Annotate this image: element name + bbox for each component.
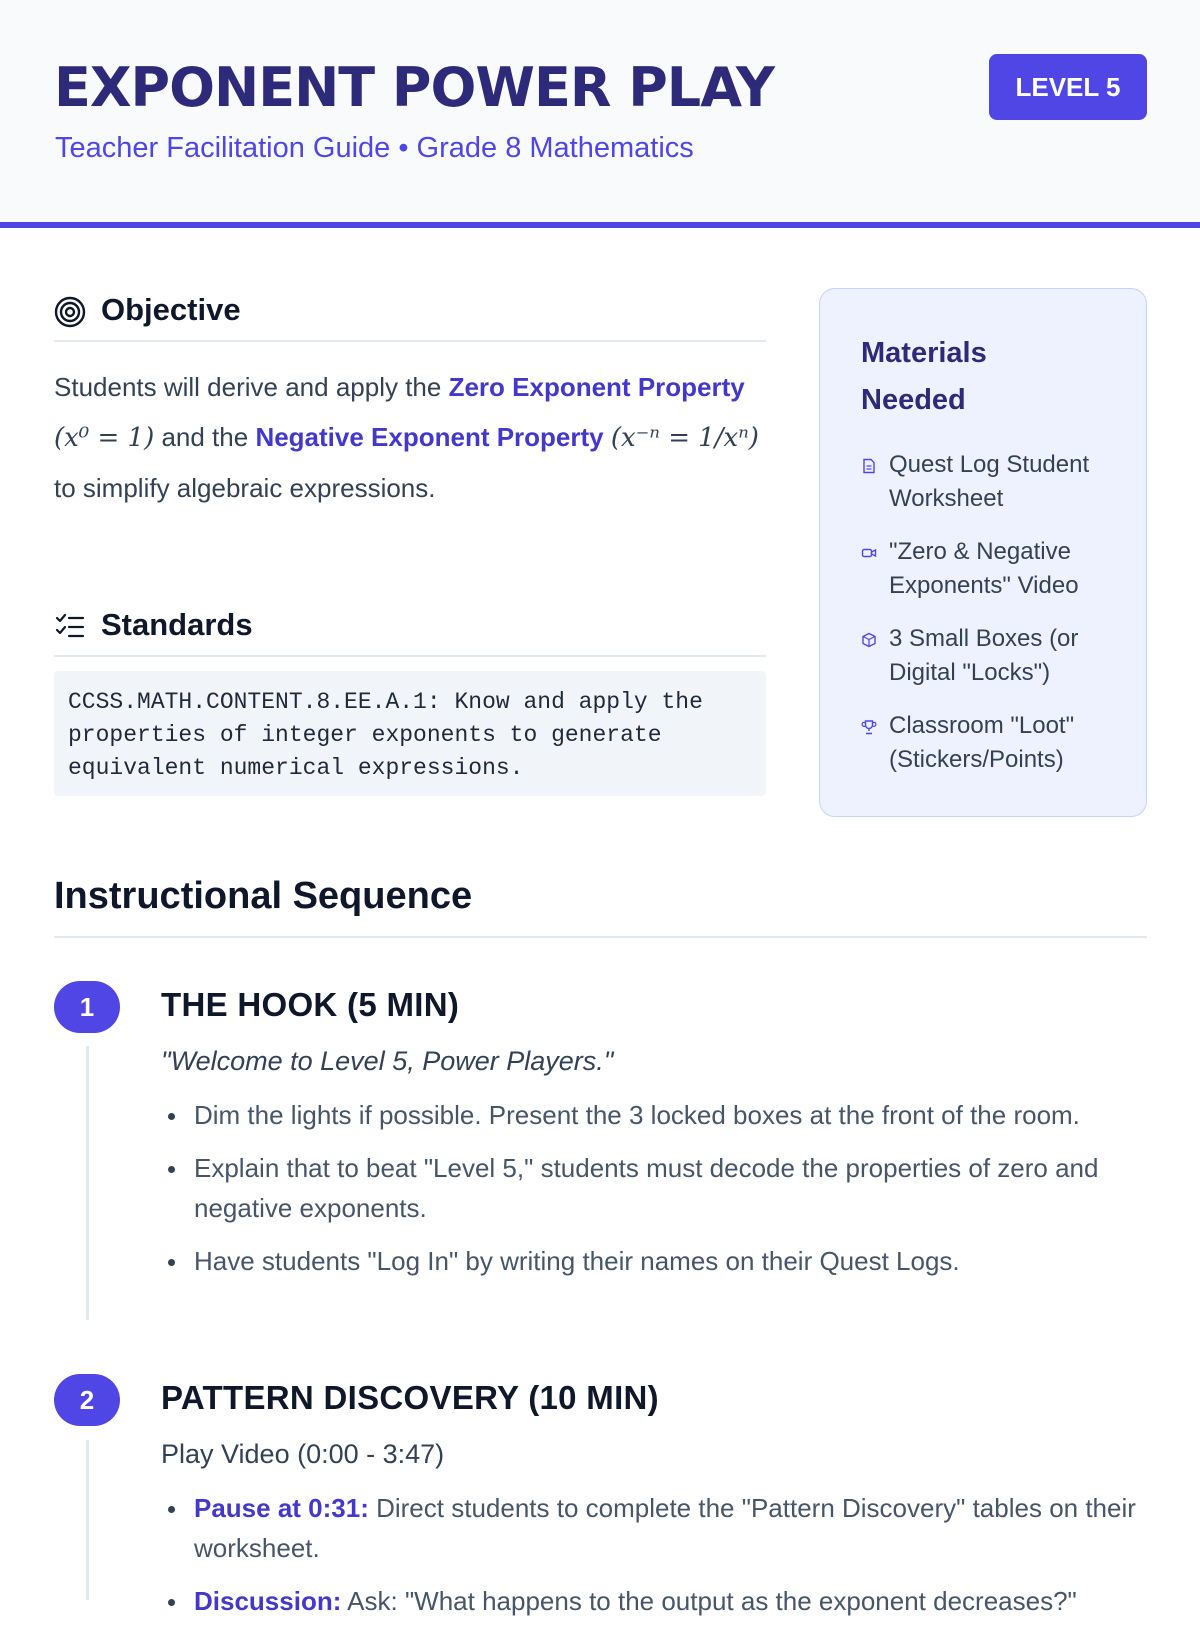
objective-text-part: to simplify algebraic expressions. [54,473,436,503]
standard-code-block: CCSS.MATH.CONTENT.8.EE.A.1: Know and apply the properties of integer exponents to generate equivalent numerical expressions. [54,671,766,796]
material-label: 3 Small Boxes (or Digital "Locks") [889,625,1079,686]
step-title: PATTERN DISCOVERY (10 MIN) [161,1379,659,1416]
page-header [0,0,1200,228]
material-label: Classroom "Loot" (Stickers/Points) [889,712,1075,773]
standards-heading [54,597,766,657]
level-badge: LEVEL 5 [989,54,1147,120]
objective-text-part: and the [154,422,256,452]
step-bullet: Explain that to beat "Level 5," students must decode the properties of zero and negative exponents. [161,1148,1151,1228]
trophy-icon [861,719,877,735]
step-bullet [161,1488,1151,1568]
material-label: "Zero & Negative Exponents" Video [889,538,1079,599]
step-bullet-text: Direct students to complete the "Pattern Discovery" tables on their worksheet. [194,1493,1136,1563]
checklist-icon [54,611,86,643]
video-icon [861,545,877,561]
step-title: THE HOOK (5 MIN) [161,986,460,1023]
objective-heading-label: Objective [101,292,241,327]
step-subtitle: Play Video (0:00 - 3:47) [161,1439,445,1469]
sequence-divider [54,936,1147,938]
box-icon [861,632,877,648]
zero-exponent-formula: (x⁰ = 1) [54,423,155,453]
page-title: EXPONENT POWER PLAY [54,56,774,119]
objective-heading [54,282,766,342]
materials-title: Materials Needed [861,337,987,416]
step-number-badge: 1 [54,981,120,1033]
negative-exponent-formula: (x⁻ⁿ = 1/xⁿ) [610,423,759,453]
step-bullet-list [161,1488,1151,1634]
step-bullet-list [161,1095,1151,1294]
step-timeline-line [86,1440,89,1600]
step-bullet: Dim the lights if possible. Present the 3 locked boxes at the front of the room. [161,1095,1151,1135]
standards-heading-label: Standards [101,607,253,642]
zero-exponent-property: Zero Exponent Property [448,372,745,402]
step-bullet: Have students "Log In" by writing their names on their Quest Logs. [161,1241,1151,1281]
sequence-title: Instructional Sequence [54,875,473,917]
material-label: Quest Log Student Worksheet [889,451,1090,512]
objective-text-part: Students will derive and apply the [54,372,449,402]
step-bullet-text: Ask: "What happens to the output as the exponent decreases?" [341,1586,1077,1616]
step-quote: "Welcome to Level 5, Power Players." [161,1046,614,1076]
objective-text [54,362,766,513]
document-icon [861,458,877,474]
step-number-badge: 2 [54,1374,120,1426]
step-bullet-lead: Discussion: [194,1586,342,1616]
step-bullet-lead: Pause at 0:31: [194,1493,369,1523]
target-icon [54,296,86,328]
page-subtitle: Teacher Facilitation Guide • Grade 8 Mathematics [55,132,694,164]
negative-exponent-property: Negative Exponent Property [255,422,604,452]
step-bullet [161,1581,1151,1621]
step-timeline-line [86,1046,89,1320]
materials-panel [819,288,1147,817]
